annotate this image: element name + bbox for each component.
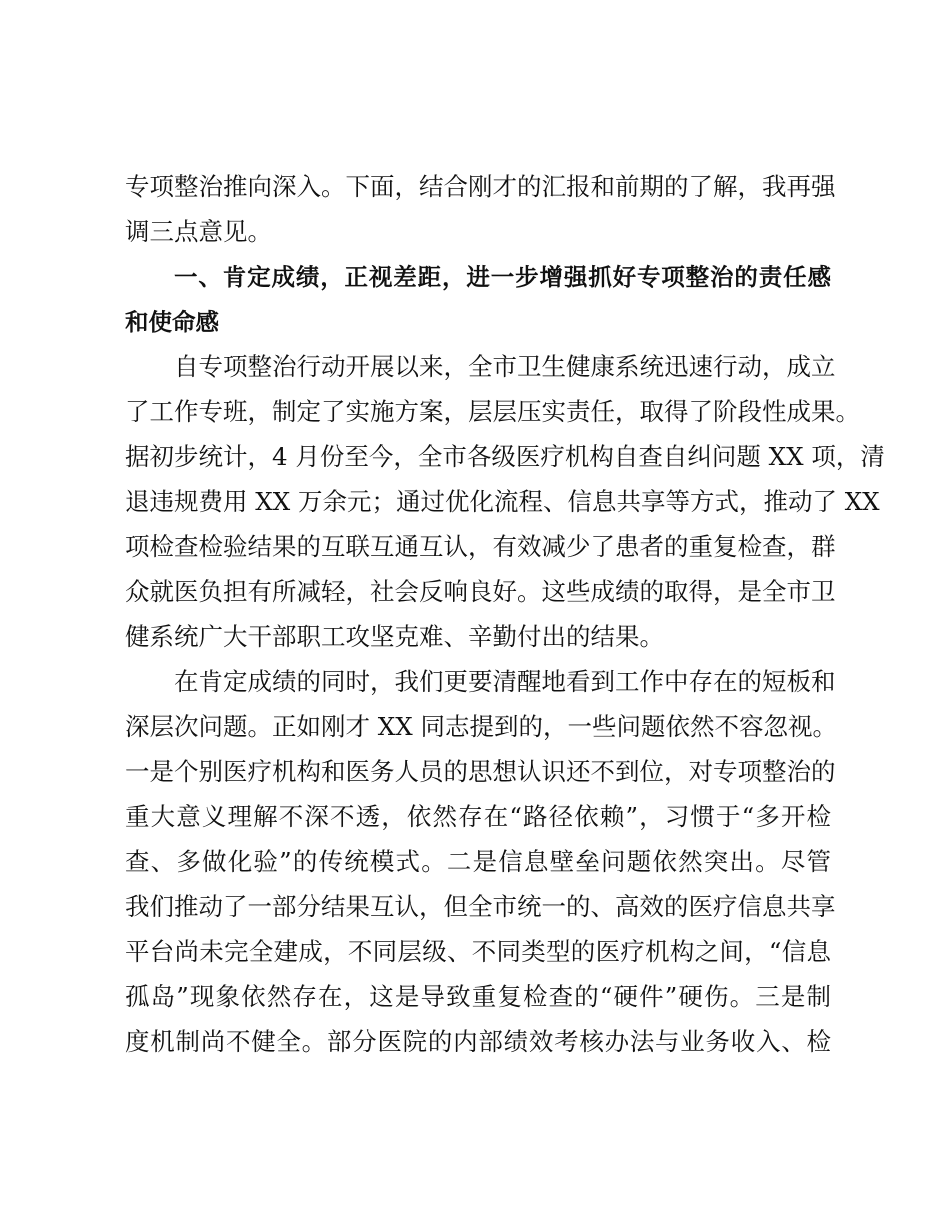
paragraph-intro — [125, 168, 836, 251]
section-heading — [125, 258, 831, 341]
text-line: 深层次问题。正如刚才 XX 同志提到的，一些问题依然不容忽视。 — [125, 712, 837, 741]
heading-line: 和使命感 — [125, 308, 219, 336]
heading-line: 一、肯定成绩，正视差距，进一步增强抓好专项整治的责任感 — [174, 263, 831, 291]
document-body — [125, 168, 885, 1068]
text-line: 查、多做化验”的传统模式。二是信息壁垒问题依然突出。尽管 — [125, 847, 831, 876]
text-line: 退违规费用 XX 万余元；通过优化流程、信息共享等方式，推动了 XX — [125, 487, 880, 516]
text-line: 众就医负担有所减轻，社会反响良好。这些成绩的取得，是全市卫 — [125, 577, 836, 606]
text-line: 重大意义理解不深不透，依然存在“路径依赖”，习惯于“多开检 — [125, 802, 831, 831]
text-line: 据初步统计，4 月份至今，全市各级医疗机构自查自纠问题 XX 项，清 — [125, 442, 885, 471]
paragraph-achievements — [125, 348, 885, 656]
text-line: 我们推动了一部分结果互认，但全市统一的、高效的医疗信息共享 — [125, 892, 836, 921]
text-line: 自专项整治行动开展以来，全市卫生健康系统迅速行动，成立 — [174, 352, 836, 381]
text-line: 健系统广大干部职工攻坚克难、辛勤付出的结果。 — [125, 622, 664, 651]
text-line: 孤岛”现象依然存在，这是导致重复检查的“硬件”硬伤。三是制 — [125, 982, 831, 1011]
text-line: 项检查检验结果的互联互通互认，有效减少了患者的重复检查，群 — [125, 532, 836, 561]
paragraph-problems — [125, 663, 837, 1061]
text-line: 在肯定成绩的同时，我们更要清醒地看到工作中存在的短板和 — [174, 667, 836, 696]
text-line: 一是个别医疗机构和医务人员的思想认识还不到位，对专项整治的 — [125, 757, 836, 786]
text-line: 专项整治推向深入。下面，结合刚才的汇报和前期的了解，我再强 — [125, 172, 836, 201]
text-line: 调三点意见。 — [125, 217, 272, 246]
text-line: 度机制尚不健全。部分医院的内部绩效考核办法与业务收入、检 — [125, 1027, 831, 1056]
text-line: 了工作专班，制定了实施方案，层层压实责任，取得了阶段性成果。 — [125, 397, 860, 426]
text-line: 平台尚未完全建成，不同层级、不同类型的医疗机构之间，“信息 — [125, 937, 831, 966]
